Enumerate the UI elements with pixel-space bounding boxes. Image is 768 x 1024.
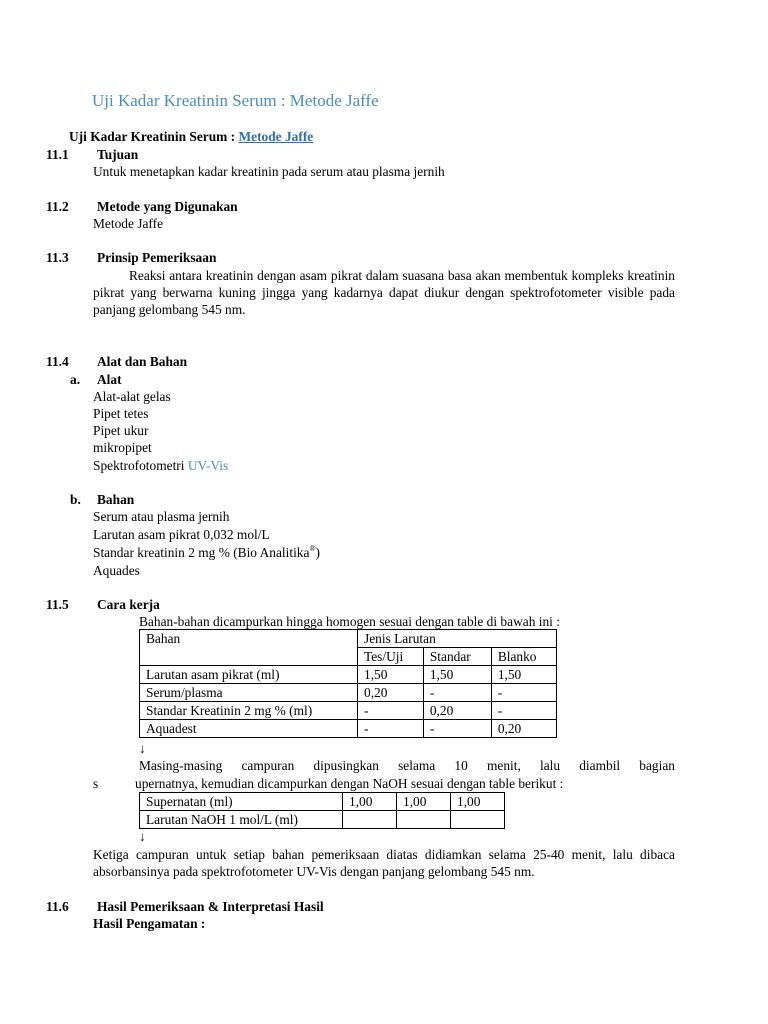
section-11-6-subheading: Hasil Pengamatan :	[93, 916, 206, 931]
bahan-heading: Bahan	[97, 492, 135, 507]
subheading	[69, 128, 313, 145]
alat-item: Alat-alat gelas	[93, 389, 171, 404]
registered-mark: ®	[309, 544, 316, 553]
table-cell	[397, 811, 451, 829]
page-title: Uji Kadar Kreatinin Serum : Metode Jaffe	[92, 91, 379, 110]
table-cell: -	[423, 720, 491, 738]
section-11-5-intro: Bahan-bahan dicampurkan hingga homogen sesuai dengan table di bawah ini :	[139, 614, 560, 629]
bahan-standar-close: )	[315, 545, 320, 560]
section-11-1-body: Untuk menetapkan kadar kreatinin pada serum atau plasma jernih	[93, 164, 445, 179]
table-cell: Supernatan (ml)	[140, 793, 343, 811]
table-cell: -	[423, 684, 491, 702]
table-subheader: Standar	[423, 648, 491, 666]
table-row	[140, 720, 557, 738]
uv-vis-link[interactable]: UV-Vis	[187, 458, 229, 473]
table-cell: 1,00	[451, 793, 505, 811]
table-cell: 1,50	[491, 666, 556, 684]
table-cell: -	[358, 720, 424, 738]
table-cell: 0,20	[358, 684, 424, 702]
down-arrow: ↓	[139, 829, 146, 844]
table-subheader: Blanko	[491, 648, 556, 666]
alat-item: mikropipet	[93, 440, 152, 455]
section-11-5-number: 11.5	[46, 597, 69, 612]
table-cell	[451, 811, 505, 829]
table-cell: 1,00	[397, 793, 451, 811]
table-cell: Larutan NaOH 1 mol/L (ml)	[140, 811, 343, 829]
alat-item-spektrofotometri	[93, 457, 228, 474]
section-11-4-number: 11.4	[46, 354, 69, 369]
bahan-standar-text: Standar kreatinin 2 mg % (Bio Analitika	[93, 545, 310, 560]
section-11-5-para2-s: s	[93, 776, 99, 791]
section-11-6-number: 11.6	[46, 899, 69, 914]
section-11-4-heading: Alat dan Bahan	[97, 354, 188, 369]
section-11-6-heading: Hasil Pemeriksaan & Interpretasi Hasil	[97, 899, 324, 914]
table-cell: 1,50	[358, 666, 424, 684]
table-row	[140, 666, 557, 684]
table-row	[140, 793, 505, 811]
table-cell: -	[491, 684, 556, 702]
section-11-3-heading: Prinsip Pemeriksaan	[97, 250, 217, 265]
section-11-2-body: Metode Jaffe	[93, 216, 164, 231]
alat-item: Pipet ukur	[93, 423, 149, 438]
campuran-table	[139, 629, 557, 738]
alat-label: a.	[70, 372, 81, 387]
section-11-3-body: Reaksi antara kreatinin dengan asam pikrat dalam suasana basa akan membentuk kompleks kreatinin pikrat yang berwarna kuning jingga yang kadarnya dapat diukur dengan spektrofotometer visible pada panjang gelombang 545 nm.	[93, 268, 675, 317]
section-11-5-para2-line2: upernatnya, kemudian dicampurkan dengan NaOH sesuai dengan table berikut :	[135, 776, 564, 791]
section-11-1-heading: Tujuan	[97, 147, 139, 162]
section-11-5-para3: Ketiga campuran untuk setiap bahan pemeriksaan diatas didiamkan selama 25-40 menit, lalu dibaca absorbansinya pada spektrofotometer UV-Vis dengan panjang gelombang 545 nm.	[93, 847, 675, 879]
bahan-label: b.	[70, 492, 81, 507]
table-cell: Larutan asam pikrat (ml)	[140, 666, 358, 684]
section-11-2-heading: Metode yang Digunakan	[97, 199, 238, 214]
table-cell: 0,20	[423, 702, 491, 720]
table-cell: -	[491, 702, 556, 720]
table-cell: 1,00	[343, 793, 397, 811]
alat-item: Pipet tetes	[93, 406, 149, 421]
section-11-3-number: 11.3	[46, 250, 69, 265]
subheading-text: Uji Kadar Kreatinin Serum :	[69, 129, 239, 144]
table-cell	[343, 811, 397, 829]
table-cell: -	[358, 702, 424, 720]
bahan-item: Aquades	[93, 563, 140, 578]
section-11-5-heading: Cara kerja	[97, 597, 160, 612]
down-arrow: ↓	[139, 741, 146, 756]
alat-item-text: Spektrofotometri	[93, 458, 188, 473]
table-cell: 1,50	[423, 666, 491, 684]
table-cell: Aquadest	[140, 720, 358, 738]
bahan-item-standar	[93, 544, 320, 561]
table-row	[140, 684, 557, 702]
section-11-5-para2-line1: Masing-masing campuran dipusingkan selama 10 menit, lalu diambil bagian	[139, 758, 675, 773]
section-11-1-number: 11.1	[46, 147, 69, 162]
table-header-bahan: Bahan	[140, 630, 358, 666]
bahan-item: Larutan asam pikrat 0,032 mol/L	[93, 527, 270, 542]
metode-jaffe-link[interactable]: Metode Jaffe	[238, 129, 314, 144]
table-cell: Serum/plasma	[140, 684, 358, 702]
table-row	[140, 702, 557, 720]
table-subheader: Tes/Uji	[358, 648, 424, 666]
table-cell: 0,20	[491, 720, 556, 738]
table-row	[140, 811, 505, 829]
section-11-2-number: 11.2	[46, 199, 69, 214]
naoh-table	[139, 792, 505, 829]
table-header-jenis-larutan: Jenis Larutan	[358, 630, 557, 648]
table-cell: Standar Kreatinin 2 mg % (ml)	[140, 702, 358, 720]
bahan-item: Serum atau plasma jernih	[93, 509, 230, 524]
alat-heading: Alat	[97, 372, 122, 387]
